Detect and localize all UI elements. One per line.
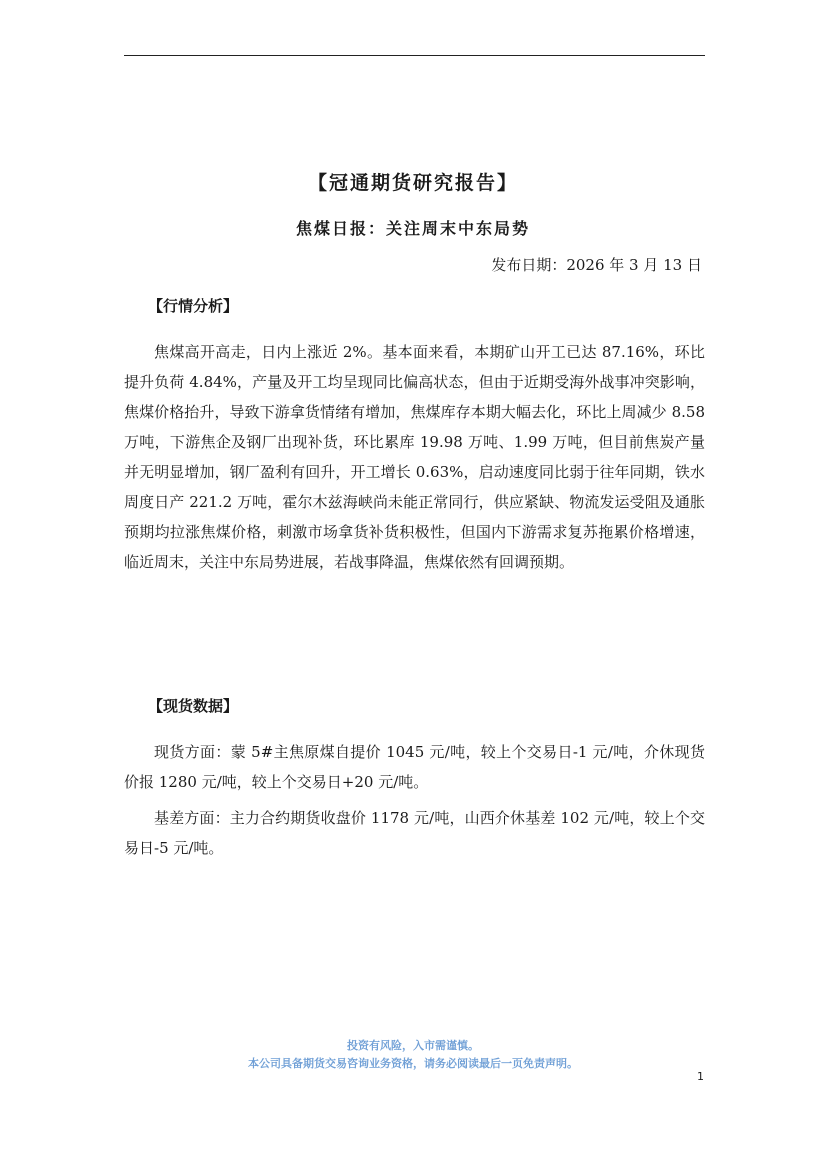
market-analysis-paragraph: 焦煤高开高走，日内上涨近 2%。基本面来看，本期矿山开工已达 87.16%，环比提升负荷 4.84%，产量及开工均呈现同比偏高状态，但由于近期受海外战事冲突影响，焦煤价格抬升，导致下游拿货情绪有增加，焦煤库存本期大幅去化，环比上周减少 8.58 万吨，下游焦企及钢厂出现补货，环比累库 19.98 万吨、1.99 万吨，但目前焦炭产量并无明显增加，钢厂盈利有回升，开工增长 0.63%，启动速度同比弱于往年同期，铁水周度日产 221.2 万吨，霍尔木兹海峡尚未能正常同行，供应紧缺、物流发运受阻及通胀预期均拉涨焦煤价格，刺激市场拿货补货积极性，但国内下游需求复苏拖累价格增速，临近周末，关注中东局势进展，若战事降温，焦煤依然有回调预期。 (124, 343, 705, 571)
publish-date: 发布日期：2026 年 3 月 13 日 (491, 256, 702, 274)
page-number: 1 (697, 1070, 704, 1083)
report-subtitle: 焦煤日报：关注周末中东局势 (295, 219, 530, 238)
header-rule (124, 55, 705, 56)
disclaimer-notice: 本公司具备期货交易咨询业务资格，请务必阅读最后一页免责声明。 (248, 1057, 578, 1070)
section-heading-spot-data: 【现货数据】 (148, 697, 239, 715)
report-title: 【冠通期货研究报告】 (307, 172, 518, 194)
spot-price-paragraph: 现货方面：蒙 5#主焦原煤自提价 1045 元/吨，较上个交易日-1 元/吨，介休现货价报 1280 元/吨，较上个交易日+20 元/吨。 (124, 743, 705, 791)
section-heading-market-analysis: 【行情分析】 (148, 297, 239, 315)
risk-notice: 投资有风险，入市需谨慎。 (347, 1039, 479, 1052)
basis-paragraph: 基差方面：主力合约期货收盘价 1178 元/吨，山西介休基差 102 元/吨，较上个交易日-5 元/吨。 (124, 809, 705, 857)
